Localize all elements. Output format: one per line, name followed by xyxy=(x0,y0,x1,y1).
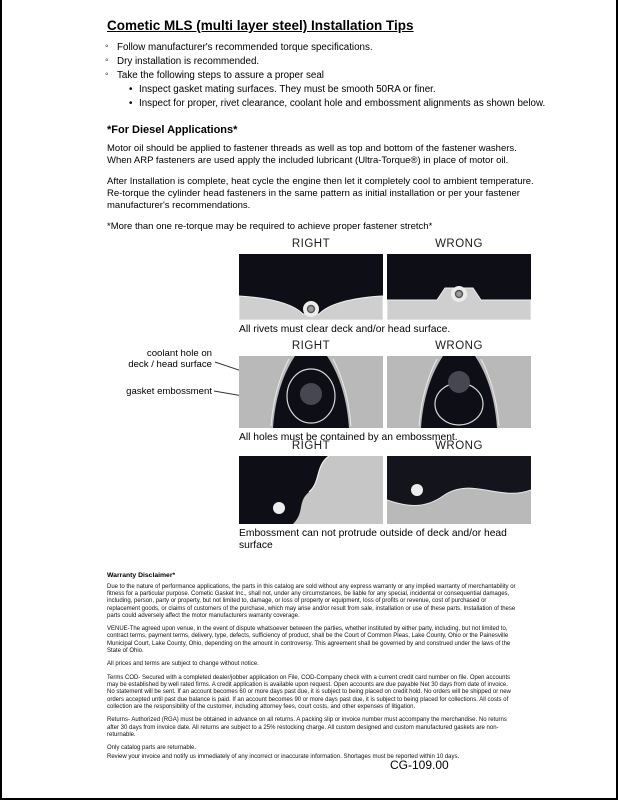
warranty-paragraph: Terms COD- Secured with a completed dealer/jobber application on File, COD-Company check with a current credit card number on file. Open accounts may be established by well rated firms. A credit application is available upon request. Open accounts are due payable Net 30 days from date of invoice. No statement will be sent. If an account becomes 60 or more days past due, it is subject to being placed on credit hold. No orders will be shipped or new orders accepted until past due balance is paid. If an account becomes 90 or more days past due, it is subject to being placed for collections. All costs of collection are the responsibility of the customer, including attorney fees, court costs, and other expenses of litigation. xyxy=(107,674,511,710)
rivet-clearance-correct-image xyxy=(239,254,383,320)
protrusion-correct-image xyxy=(239,456,383,524)
rivet-clearance-incorrect-image xyxy=(387,254,531,320)
retorque-note: *More than one re-torque may be required to achieve proper fastener stretch* xyxy=(107,221,433,233)
hole-contained-incorrect-image xyxy=(387,356,531,428)
warranty-paragraph: All prices and terms are subject to change without notice. xyxy=(107,661,259,668)
alignment-diagrams xyxy=(2,238,618,558)
warranty-paragraph: Review your invoice and notify us immediately of any incorrect or inaccurate information. Shortages must be reported within 10 days. xyxy=(107,753,460,760)
warranty-disclaimer-section xyxy=(107,572,516,761)
warranty-paragraph: Due to the nature of performance applications, the parts in this catalog are sold without any express warranty or any implied warranty of merchantability or fitness for a particular purpose. Cometic Gasket Inc., shall not, under any circumstances, be liable for any special, incidental or consequential damages, including, person, party or property, but not limited to, damage, or loss of property or equipment, loss of profits or revenue, cost of purchased or replacement goods, or claims of customers of the purchase, which may arise and/or result from sale, installation or use of these parts. Installation of these parts could adversely affect the motor manufacturers warranty coverage. xyxy=(107,583,516,619)
callout-line: coolant hole on xyxy=(146,347,212,359)
sub-tip-text: Inspect gasket mating surfaces. They must be smooth 50RA or finer. xyxy=(139,84,436,96)
warranty-paragraph: Only catalog parts are returnable. xyxy=(107,745,197,752)
tip-text: Take the following steps to assure a proper seal xyxy=(117,70,324,82)
diagram-embossment-right xyxy=(239,356,383,428)
diagram-protrusion-right xyxy=(239,456,383,524)
wrong-column-label: WRONG xyxy=(435,439,483,452)
gasket-embossment-callout: gasket embossment xyxy=(126,385,212,397)
protrusion-incorrect-image xyxy=(387,456,531,524)
embossment-caption: All holes must be contained by an embossment. xyxy=(239,431,458,443)
warranty-paragraph: Returns- Authorized (RGA) must be obtained in advance on all returns. A packing slip or invoice number must accompany the merchandise. No returns after 30 days from invoice date. All returns are subject to a 25% restocking charge. All custom designed and custom manufactured gaskets are non-returnable. xyxy=(107,717,507,738)
warranty-paragraph: VENUE-The agreed upon venue, in the event of dispute whatsoever between the parties, whether instituted by either party, including, but not limited to, contract terms, payment terms, delivery, type, defects, sufficiency of product, shall be the Court of Common Pleas, Lake County, Ohio or the Painesville Municipal Court, Lake County, Ohio, depending on the amount in controversy. This agreement shall be governed by and construed under the laws of the State of Ohio. xyxy=(107,626,511,655)
right-column-label: RIGHT xyxy=(291,339,331,352)
intro-section xyxy=(2,0,616,234)
tip-item xyxy=(107,42,556,55)
warranty-heading: Warranty Disclaimer* xyxy=(107,571,176,579)
wrong-column-label: WRONG xyxy=(435,237,483,250)
diagram-rivet-right xyxy=(239,254,383,320)
sub-tips-list xyxy=(129,84,556,111)
tip-item xyxy=(107,56,556,69)
diagram-protrusion-wrong xyxy=(387,456,531,524)
diesel-paragraph: After Installation is complete, heat cycle the engine then let it completely cool to ambient temperature. Re-torque the cylinder head fasteners in the same pattern as initial installation or per your fastener manufacturer's recommendations. xyxy=(107,175,534,212)
page-title: Cometic MLS (multi layer steel) Installation Tips xyxy=(107,18,414,33)
sub-tip-item xyxy=(129,84,556,97)
tip-item xyxy=(107,70,556,111)
right-column-label: RIGHT xyxy=(291,439,331,452)
rivet-caption: All rivets must clear deck and/or head surface. xyxy=(239,323,451,335)
callout-line: deck / head surface xyxy=(128,359,212,371)
diagram-rivet-wrong xyxy=(387,254,531,320)
wrong-column-label: WRONG xyxy=(435,339,483,352)
diesel-applications-heading: *For Diesel Applications* xyxy=(107,123,238,136)
right-column-label: RIGHT xyxy=(291,237,331,250)
sub-tip-text: Inspect for proper, rivet clearance, coolant hole and embossment alignments as shown below. xyxy=(139,98,546,110)
diesel-paragraph: Motor oil should be applied to fastener threads as well as top and bottom of the fastener washers. When ARP fasteners are used apply the included lubricant (Ultra-Torque®) in place of motor oil. xyxy=(107,142,517,166)
hole-contained-correct-image xyxy=(239,356,383,428)
protrusion-caption: Embossment can not protrude outside of deck and/or head surface xyxy=(239,527,507,552)
coolant-hole-callout xyxy=(120,348,212,371)
tip-text: Dry installation is recommended. xyxy=(117,56,260,68)
tip-text: Follow manufacturer's recommended torque specifications. xyxy=(117,42,373,53)
page-number: CG-109.00 xyxy=(390,758,449,772)
sub-tip-item xyxy=(129,98,556,111)
installation-tips-list xyxy=(107,42,556,111)
diagram-embossment-wrong xyxy=(387,356,531,428)
